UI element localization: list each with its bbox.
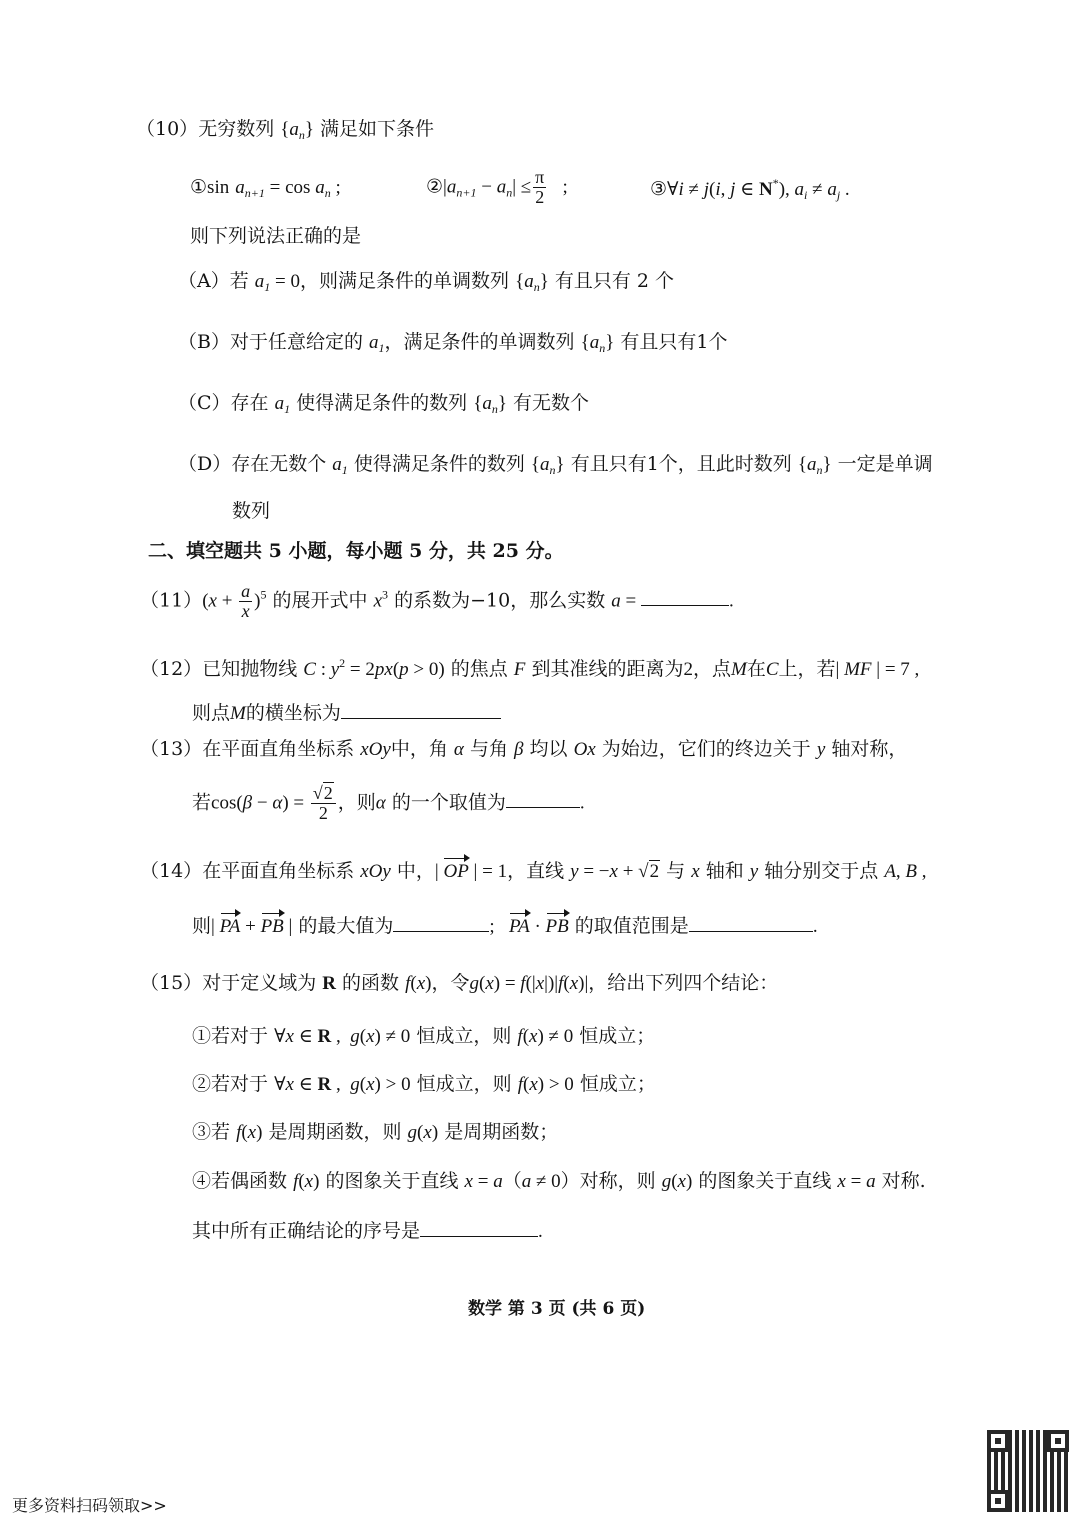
- q10-number: （10）: [136, 118, 199, 140]
- q15-s3-b: 是周期函数，则: [268, 1121, 402, 1143]
- q13-line-1: （13）在平面直角坐标系 xOy中，角 α 与角 β 均以 Ox 为始边，它们的终边关于 y 轴对称，: [140, 738, 908, 760]
- q14-answer-blank-1[interactable]: [393, 930, 489, 932]
- q15-text-3: ，令: [431, 972, 470, 994]
- option-d-text-3: 有且只有1个，且此时数列: [570, 453, 792, 475]
- option-c-text-2: 使得满足条件的数列: [296, 392, 468, 414]
- option-d-label: （D）: [178, 453, 232, 475]
- q15-statement-1: ①若对于 ∀x ∈ R , g(x) ≠ 0 恒成立，则 f(x) ≠ 0 恒成立；: [192, 1025, 656, 1047]
- q10-option-c: （C）存在 $a_1$ 使得满足条件的数列 $\{a_n\}$ 有无数个: [178, 392, 590, 416]
- q12-number: （12）: [140, 658, 203, 680]
- q14-text-1: 在平面直角坐标系: [202, 860, 355, 882]
- q15-s4-b: 的图象关于直线: [325, 1170, 459, 1192]
- q15-answer-blank[interactable]: [420, 1235, 538, 1237]
- qr-finder-pattern: [1047, 1430, 1069, 1452]
- q11-text-2: 的系数为−10，那么实数: [394, 589, 606, 612]
- q15-text-1: 对于定义域为: [202, 972, 317, 994]
- q13-text-2: 中，角: [390, 738, 448, 760]
- q15-ask-text: 其中所有正确结论的序号是: [192, 1220, 421, 1242]
- q12-answer-blank[interactable]: [341, 717, 501, 719]
- q10-stem: [136, 118, 434, 142]
- q14-text-4: 与: [666, 860, 686, 882]
- q12-text-8: 的横坐标为: [245, 702, 341, 724]
- q10-stem-text: 无穷数列: [198, 118, 275, 140]
- q13-text-1: 在平面直角坐标系: [202, 738, 355, 760]
- q15-s1-c: 恒成立；: [579, 1025, 656, 1047]
- q10-stem-text-2: 满足如下条件: [320, 118, 435, 140]
- q15-s1-a: ①若对于: [192, 1025, 269, 1047]
- q12-line-2: 则点M的横坐标为: [192, 702, 501, 726]
- q15-s3-a: ③若: [192, 1121, 231, 1143]
- q13-text-7: 若: [192, 791, 212, 814]
- q14-text-8: 的最大值为: [298, 915, 394, 937]
- page-footer: 数学 第 3 页 (共 6 页): [468, 1299, 646, 1319]
- q10-option-d: （D）存在无数个 $a_1$ 使得满足条件的数列 $\{a_n\}$ 有且只有1个，且此时数列 $\{a_n\}$ 一定是单调: [178, 453, 933, 477]
- q13-text-5: 为始边，它们的终边关于: [601, 738, 811, 760]
- option-b-label: （B）: [178, 331, 230, 353]
- q15-s2-b: 恒成立，则: [416, 1073, 512, 1095]
- q15-line-1: （15）对于定义域为 R 的函数 f(x)，令g(x) = f(|x|)|f(x)|，给出下列四个结论：: [140, 972, 779, 994]
- q15-statement-2: ②若对于 ∀x ∈ R , g(x) > 0 恒成立，则 f(x) > 0 恒成立；: [192, 1073, 656, 1095]
- q15-s4-c: 对称，则: [579, 1170, 656, 1192]
- q15-statement-3: ③若 f(x) 是周期函数，则 g(x) 是周期函数；: [192, 1121, 559, 1143]
- q15-s4-a: ④若偶函数: [192, 1170, 288, 1192]
- option-c-label: （C）: [178, 392, 231, 414]
- q12-text-6: 上，若: [778, 658, 836, 680]
- q13-answer-blank[interactable]: [506, 806, 580, 808]
- q11-line: （11）(x + $\frac{a}{x}$ )$^5$ 的展开式中 $x^3$ 的系数为−10，那么实数 a = .: [140, 581, 734, 621]
- q15-statement-4: ④若偶函数 f(x) 的图象关于直线 x = a（a ≠ 0）对称，则 g(x) 的图象关于直线 x = a 对称.: [192, 1170, 926, 1192]
- q12-text-2: 的焦点: [450, 658, 508, 680]
- q11-text-1: 的展开式中: [272, 589, 368, 612]
- q13-line-2: 若cos(β − α) = $\frac{√2}{2}$ ，则α 的一个取值为 .: [192, 783, 585, 823]
- q10-option-b: （B）对于任意给定的 $a_1$，满足条件的单调数列 $\{a_n\}$ 有且只有1个: [178, 331, 728, 355]
- q12-text-4: ，点: [692, 658, 731, 680]
- q10-option-a: （A）若 $a_1 = 0$，则满足条件的单调数列 $\{a_n\}$ 有且只有 2 个: [178, 270, 675, 294]
- cond-2-label: ②: [426, 175, 444, 198]
- q11-answer-blank[interactable]: [641, 604, 729, 606]
- option-c-text-3: 有无数个: [513, 392, 590, 414]
- option-b-text-2: ，满足条件的单调数列: [384, 331, 575, 353]
- q15-number: （15）: [140, 972, 203, 994]
- q13-text-4: 均以: [529, 738, 568, 760]
- q11-number: （11）: [140, 589, 203, 612]
- section-2-title: 二、填空题共 5 小题，每小题 5 分，共 25 分。: [148, 540, 564, 562]
- q10-condition-3: ③∀i ≠ j(i, j ∈ N*), $a_i \ne a_j$ .: [650, 176, 850, 202]
- option-b-text-1: 对于任意给定的: [229, 331, 363, 353]
- seq-a-n: $\{a_n\}$: [280, 119, 314, 142]
- promo-text[interactable]: 更多资料扫码领取>>: [12, 1496, 167, 1515]
- cond-1-label: ①: [190, 176, 208, 198]
- q12-text-5: 在: [746, 658, 766, 680]
- q15-s2-a: ②若对于: [192, 1073, 269, 1095]
- qr-code-icon[interactable]: [987, 1430, 1069, 1512]
- q15-s2-c: 恒成立；: [579, 1073, 656, 1095]
- q10-condition-1: ①sin $a_{n+1} = \cos a_n$ ;: [190, 176, 341, 200]
- option-d-text-2: 使得满足条件的数列: [353, 453, 525, 475]
- q12-text-1: 已知抛物线: [202, 658, 298, 680]
- q14-text-6: 轴分别交于点: [764, 860, 879, 882]
- q12-text-7: 则点: [192, 702, 231, 724]
- option-a-text-3: 有且只有 2 个: [554, 270, 675, 292]
- q15-s1-b: 恒成立，则: [416, 1025, 512, 1047]
- q14-text-9: 的取值范围是: [574, 915, 689, 937]
- option-d-text-5: 数列: [232, 500, 271, 522]
- q13-text-9: 的一个取值为: [391, 791, 506, 814]
- q13-number: （13）: [140, 738, 203, 760]
- q12-text-3: 到其准线的距离为: [531, 658, 684, 680]
- option-d-text-4: 一定是单调: [837, 453, 933, 475]
- q14-text-2: 中，: [396, 860, 435, 882]
- q10-condition-2: $②|a_{n+1} - a_n|$ ≤ $\frac{\pi}{2}$ ;: [426, 167, 568, 207]
- q14-line-2: 则| PA + PB | 的最大值为 ; PA · PB 的取值范围是 .: [192, 915, 818, 937]
- q10-intro: 则下列说法正确的是: [190, 225, 362, 247]
- q13-text-8: ，则: [337, 791, 376, 814]
- qr-finder-pattern: [987, 1430, 1009, 1452]
- q14-line-1: （14）在平面直角坐标系 xOy 中，| OP | = 1，直线 y = −x + √2 与 x 轴和 y 轴分别交于点 A, B ,: [140, 860, 927, 882]
- q12-line-1: （12）已知抛物线 C : $y^2 = 2px(p > 0)$ 的焦点 F 到其准线的距离为2，点M在C上，若| MF | = 7 ,: [140, 656, 920, 680]
- q15-text-4: ，给出下列四个结论：: [588, 972, 779, 994]
- option-a-text-1: 若: [229, 270, 249, 292]
- q14-number: （14）: [140, 860, 203, 882]
- q15-s4-d: 的图象关于直线: [698, 1170, 832, 1192]
- cond-3-label: ③: [650, 178, 668, 200]
- q13-text-6: 轴对称，: [831, 738, 908, 760]
- option-d-text-1: 存在无数个: [231, 453, 327, 475]
- option-a-label: （A）: [178, 270, 230, 292]
- option-c-text-1: 存在: [230, 392, 269, 414]
- option-b-text-3: 有且只有1个: [620, 331, 728, 353]
- option-a-text-2: ，则满足条件的单调数列: [300, 270, 510, 292]
- q14-text-5: 轴和: [705, 860, 744, 882]
- q15-s4-e: 对称.: [881, 1170, 926, 1192]
- qr-finder-pattern: [987, 1490, 1009, 1512]
- q14-text-7: 则: [192, 915, 212, 937]
- q15-ask: 其中所有正确结论的序号是 .: [192, 1220, 543, 1242]
- q15-text-2: 的函数: [342, 972, 400, 994]
- q14-text-3: ，直线: [507, 860, 565, 882]
- q15-s3-c: 是周期函数；: [444, 1121, 559, 1143]
- q13-text-3: 与角: [469, 738, 508, 760]
- q14-answer-blank-2[interactable]: [689, 930, 813, 932]
